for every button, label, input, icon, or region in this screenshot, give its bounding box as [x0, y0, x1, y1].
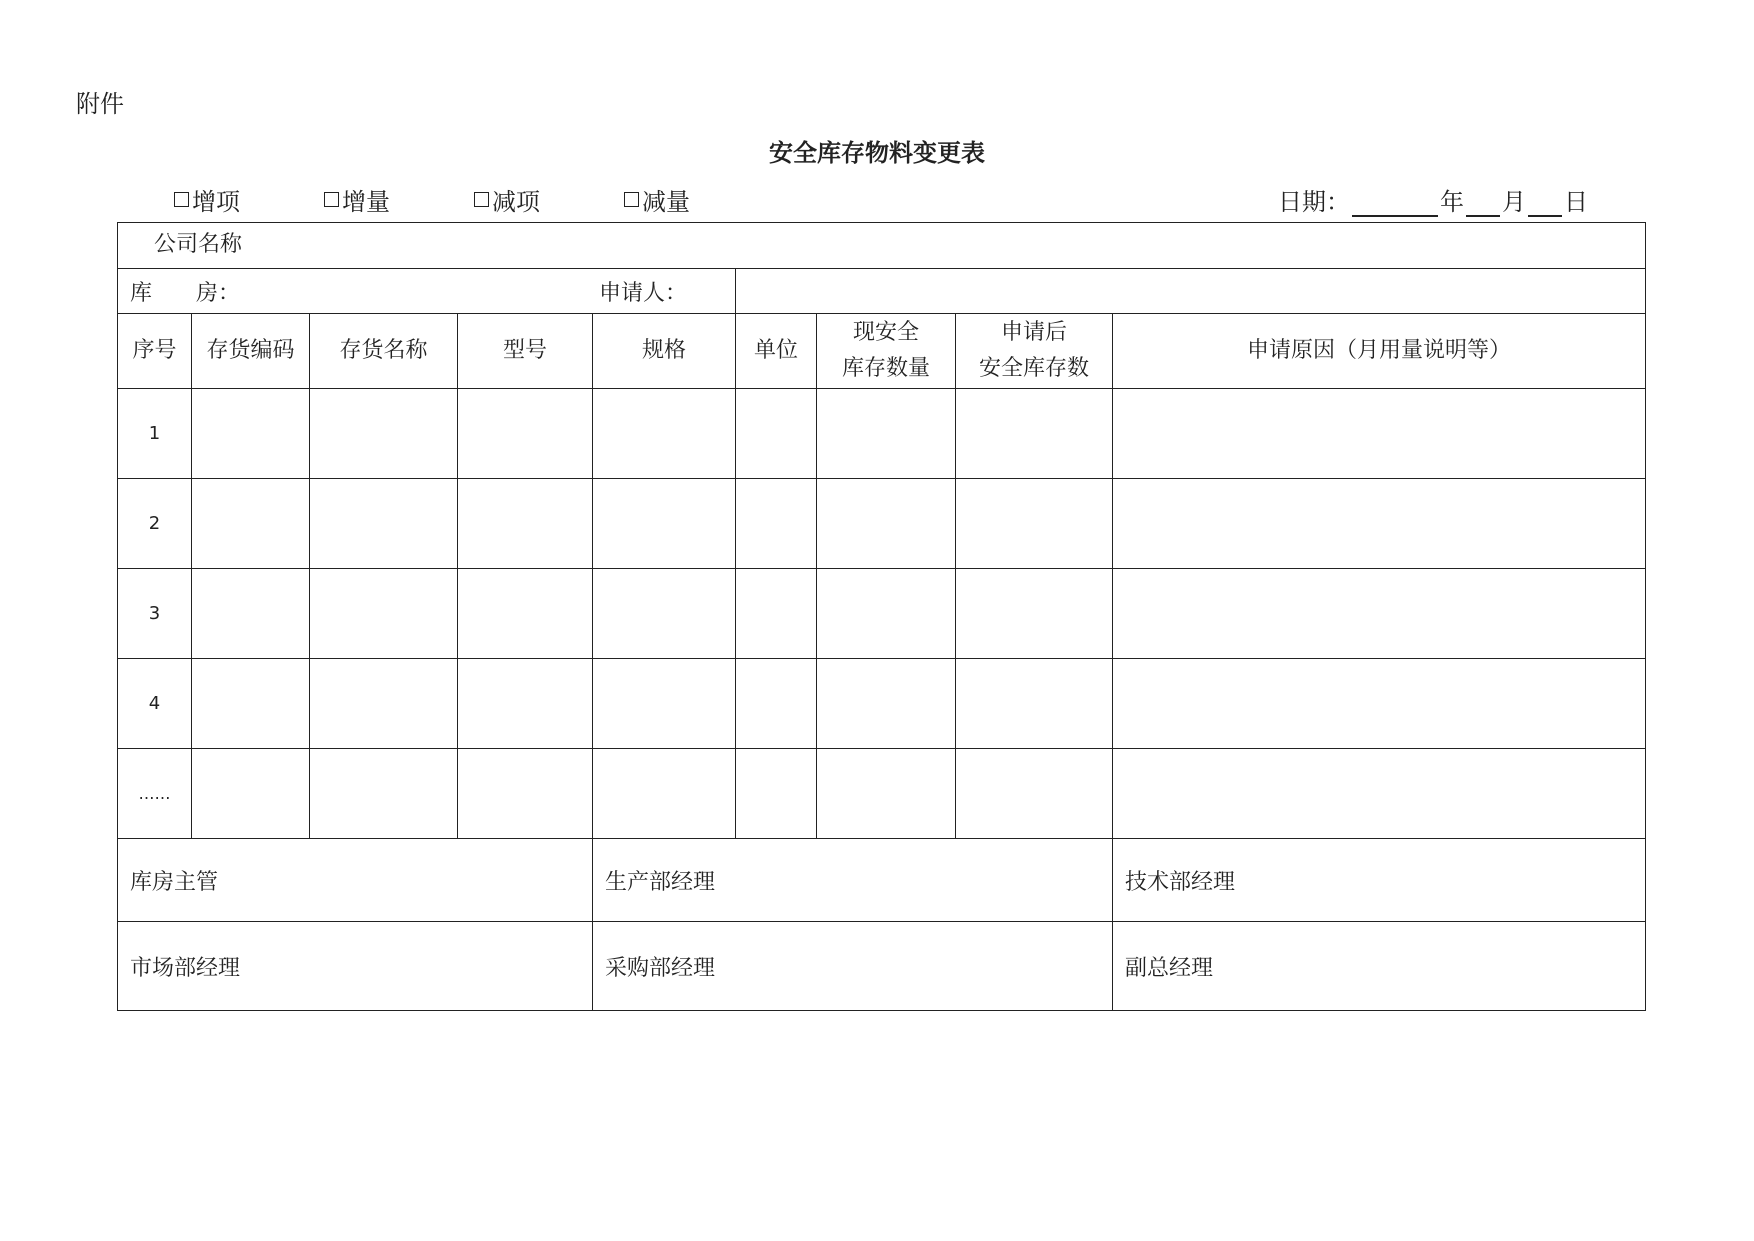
option-label: 增量	[342, 188, 390, 216]
row-number: 1	[118, 389, 192, 479]
col-header-name: 存货名称	[310, 314, 458, 389]
row-number: 3	[118, 569, 192, 659]
signature-marketing-manager[interactable]	[118, 922, 593, 1011]
table-row	[118, 659, 1646, 749]
cell-name[interactable]	[310, 479, 458, 569]
warehouse-label: 库 房：	[130, 280, 241, 306]
company-row	[118, 223, 1646, 269]
cell-reason[interactable]	[1113, 569, 1646, 659]
signature-technical-manager[interactable]	[1113, 839, 1646, 922]
cell-requested-stock[interactable]	[956, 659, 1113, 749]
row-number: 4	[118, 659, 192, 749]
cell-spec[interactable]	[593, 389, 736, 479]
cell-reason[interactable]	[1113, 749, 1646, 839]
cell-model[interactable]	[458, 389, 593, 479]
cell-spec[interactable]	[593, 569, 736, 659]
table-row	[118, 749, 1646, 839]
signature-label: 库房主管	[130, 869, 219, 895]
day-blank[interactable]	[1528, 193, 1562, 217]
cell-code[interactable]	[192, 389, 310, 479]
company-label: 公司名称	[154, 232, 243, 257]
cell-spec[interactable]	[593, 749, 736, 839]
header-line: 库存数量	[841, 356, 930, 381]
signature-row	[118, 922, 1646, 1011]
cell-reason[interactable]	[1113, 479, 1646, 569]
col-header-current-safety-stock	[817, 314, 956, 389]
signature-label: 副总经理	[1125, 955, 1214, 981]
cell-requested-stock[interactable]	[956, 569, 1113, 659]
cell-current-stock[interactable]	[817, 569, 956, 659]
col-header-reason: 申请原因（月用量说明等）	[1113, 314, 1646, 389]
form-title: 安全库存物料变更表	[769, 139, 985, 167]
cell-current-stock[interactable]	[817, 659, 956, 749]
change-form-table	[117, 222, 1646, 1011]
checkbox-icon[interactable]	[174, 192, 189, 207]
cell-unit[interactable]	[736, 569, 817, 659]
signature-label: 采购部经理	[605, 955, 716, 981]
cell-reason[interactable]	[1113, 389, 1646, 479]
checkbox-icon[interactable]	[474, 192, 489, 207]
cell-name[interactable]	[310, 659, 458, 749]
option-remove-item[interactable]	[474, 182, 540, 217]
cell-name[interactable]	[310, 569, 458, 659]
cell-model[interactable]	[458, 659, 593, 749]
signature-label: 市场部经理	[130, 955, 241, 981]
col-header-spec: 规格	[593, 314, 736, 389]
cell-model[interactable]	[458, 569, 593, 659]
cell-name[interactable]	[310, 749, 458, 839]
row-number: 2	[118, 479, 192, 569]
cell-reason[interactable]	[1113, 659, 1646, 749]
company-cell[interactable]	[118, 223, 1646, 269]
table-row	[118, 389, 1646, 479]
cell-code[interactable]	[192, 749, 310, 839]
applicant-label: 申请人：	[599, 280, 688, 306]
warehouse-row	[118, 269, 1646, 314]
cell-current-stock[interactable]	[817, 749, 956, 839]
cell-code[interactable]	[192, 659, 310, 749]
signature-row	[118, 839, 1646, 922]
cell-unit[interactable]	[736, 749, 817, 839]
cell-current-stock[interactable]	[817, 389, 956, 479]
signature-label: 生产部经理	[605, 869, 716, 895]
header-line: 现安全	[852, 320, 919, 345]
year-blank[interactable]	[1352, 193, 1438, 217]
cell-code[interactable]	[192, 569, 310, 659]
col-header-code: 存货编码	[192, 314, 310, 389]
signature-production-manager[interactable]	[593, 839, 1113, 922]
cell-requested-stock[interactable]	[956, 389, 1113, 479]
cell-requested-stock[interactable]	[956, 479, 1113, 569]
col-header-unit: 单位	[736, 314, 817, 389]
attachment-label: 附件	[76, 90, 124, 118]
header-line: 安全库存数	[978, 356, 1089, 381]
table-row	[118, 479, 1646, 569]
row-number: ……	[118, 749, 192, 839]
cell-spec[interactable]	[593, 479, 736, 569]
date-label: 日期：	[1278, 188, 1350, 216]
day-label: 日	[1564, 188, 1588, 216]
cell-name[interactable]	[310, 389, 458, 479]
cell-current-stock[interactable]	[817, 479, 956, 569]
option-add-quantity[interactable]	[324, 182, 390, 217]
col-header-seq: 序号	[118, 314, 192, 389]
header-row	[118, 314, 1646, 389]
month-label: 月	[1502, 188, 1526, 216]
cell-unit[interactable]	[736, 659, 817, 749]
table-row	[118, 569, 1646, 659]
col-header-requested-safety-stock	[956, 314, 1113, 389]
option-reduce-quantity[interactable]	[624, 182, 690, 217]
col-header-model: 型号	[458, 314, 593, 389]
checkbox-icon[interactable]	[324, 192, 339, 207]
option-label: 减量	[642, 188, 690, 216]
cell-model[interactable]	[458, 749, 593, 839]
cell-requested-stock[interactable]	[956, 749, 1113, 839]
signature-warehouse-supervisor[interactable]	[118, 839, 593, 922]
checkbox-icon[interactable]	[624, 192, 639, 207]
applicant-cell[interactable]	[599, 269, 1646, 314]
option-add-item[interactable]	[174, 182, 240, 217]
signature-purchasing-manager[interactable]	[593, 922, 1113, 1011]
signature-deputy-gm[interactable]	[1113, 922, 1646, 1011]
year-label: 年	[1440, 188, 1464, 216]
cell-code[interactable]	[192, 479, 310, 569]
cell-unit[interactable]	[736, 479, 817, 569]
header-line: 申请后	[1000, 320, 1067, 345]
signature-label: 技术部经理	[1125, 869, 1236, 895]
month-blank[interactable]	[1466, 193, 1500, 217]
option-label: 增项	[192, 188, 240, 216]
option-label: 减项	[492, 188, 540, 216]
cell-unit[interactable]	[736, 389, 817, 479]
date-field	[1278, 182, 1588, 217]
cell-spec[interactable]	[593, 659, 736, 749]
cell-model[interactable]	[458, 479, 593, 569]
